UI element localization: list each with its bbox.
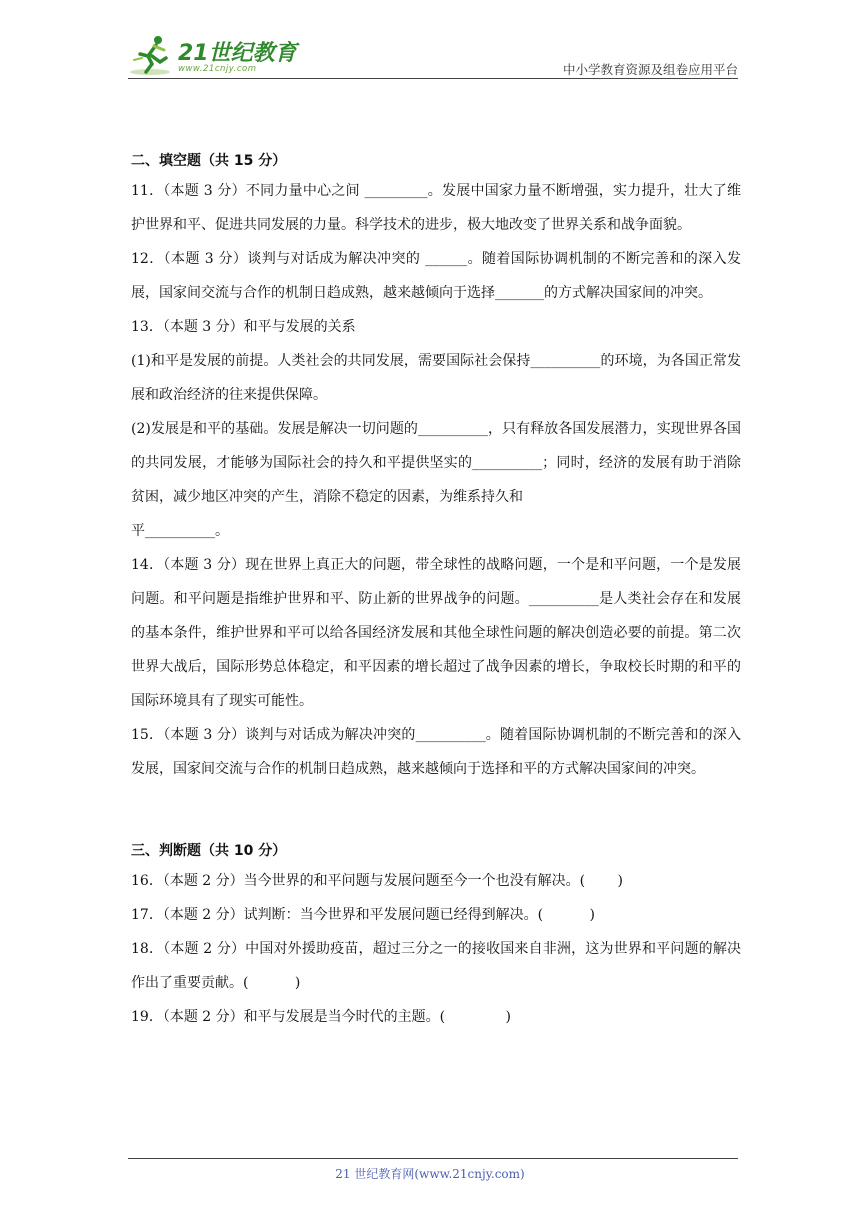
logo-url: www.21cnjy.com	[178, 64, 257, 74]
section-title-judge: 三、判断题（共 10 分）	[131, 843, 287, 859]
runner-icon	[128, 32, 176, 78]
question-18: 18．（本题 2 分）中国对外援助疫苗，超过三分之一的接收国来自非洲，这为世界和平问题的解决作出了重要贡献。( )	[131, 941, 741, 991]
header-divider	[128, 78, 738, 79]
question-17: 17．（本题 2 分）试判断：当今世界和平发展问题已经得到解决。( )	[131, 907, 595, 923]
question-11: 11．（本题 3 分）不同力量中心之间 _________。发展中国家力量不断增强，实力提升，壮大了维护世界和平、促进共同发展的力量。科学技术的进步，极大地改变了世界关系和战争面貌。	[131, 183, 741, 233]
logo[interactable]	[128, 32, 298, 78]
question-13: 13．（本题 3 分）和平与发展的关系	[131, 319, 356, 335]
page-header	[128, 28, 738, 80]
question-19: 19．（本题 2 分）和平与发展是当今时代的主题。( )	[131, 1009, 511, 1025]
question-12: 12．（本题 3 分）谈判与对话成为解决冲突的 ______。随着国际协调机制的不断完善和的深入发展，国家间交流与合作的机制日趋成熟，越来越倾向于选择_______的方式解决国家间的冲突。	[131, 251, 741, 301]
question-13-part-1: (1)和平是发展的前提。人类社会的共同发展，需要国际社会保持__________的环境，为各国正常发展和政治经济的往来提供保障。	[131, 353, 741, 403]
logo-text: 21世纪教育	[178, 41, 297, 66]
platform-title: 中小学教育资源及组卷应用平台	[562, 62, 738, 77]
question-14: 14．（本题 3 分）现在世界上真正大的问题，带全球性的战略问题，一个是和平问题，一个是发展问题。和平问题是指维护世界和平、防止新的世界战争的问题。__________是人类社会存在和发展的基本条件，维护世界和平可以给各国经济发展和其他全球性问题的解决创造必要的前提。第二次世界大战后，国际形势总体稳定，和平因素的增长超过了战争因素的增长，争取校长时期的和平的国际环境具有了现实可能性。	[131, 557, 741, 709]
question-13-part-2: (2)发展是和平的基础。发展是解决一切问题的__________，只有释放各国发展潜力，实现世界各国的共同发展，才能够为国际社会的持久和平提供坚实的__________；同时，经济的发展有助于消除贫困，减少地区冲突的产生，消除不稳定的因素，为维系持久和	[131, 421, 741, 505]
question-16: 16．（本题 2 分）当今世界的和平问题与发展问题至今一个也没有解决。( )	[131, 873, 623, 889]
page-footer[interactable]: 21 世纪教育网(www.21cnjy.com)	[335, 1167, 525, 1181]
question-15: 15．（本题 3 分）谈判与对话成为解决冲突的__________。随着国际协调机制的不断完善和的深入发展，国家间交流与合作的机制日趋成熟，越来越倾向于选择和平的方式解决国家间的冲突。	[131, 727, 741, 777]
question-13-part-2-end: 平__________。	[131, 523, 229, 539]
section-spacer	[131, 786, 741, 838]
footer-divider	[128, 1158, 738, 1159]
section-title-fill: 二、填空题（共 15 分）	[131, 153, 287, 169]
document-body	[131, 148, 741, 1034]
